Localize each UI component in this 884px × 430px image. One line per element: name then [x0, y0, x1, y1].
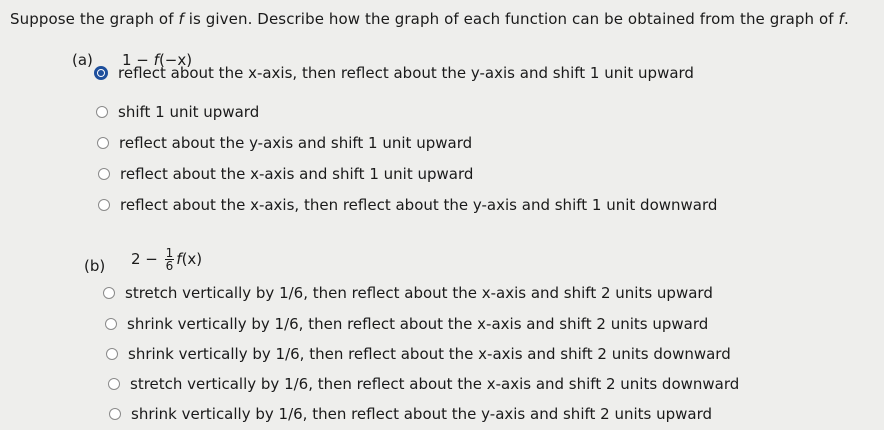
- part-a-option-5-label: reflect about the x-axis, then reflect about the y-axis and shift 1 unit downward: [120, 196, 718, 214]
- part-b-option-1[interactable]: [103, 284, 713, 302]
- radio-icon[interactable]: [106, 348, 118, 360]
- part-a-option-4-label: reflect about the x-axis and shift 1 unit upward: [120, 165, 474, 183]
- part-b-expr-f: f: [176, 250, 182, 268]
- part-b-expr-suffix: (x): [181, 250, 203, 268]
- radio-icon[interactable]: [98, 199, 110, 211]
- part-a-label: (a): [72, 51, 93, 69]
- prompt-text-start: Suppose the graph of: [10, 10, 179, 28]
- part-b-expr-prefix: 2 −: [131, 250, 163, 268]
- part-b-option-1-label: stretch vertically by 1/6, then reflect about the x-axis and shift 2 units upward: [125, 284, 713, 302]
- part-b-fraction: [165, 247, 175, 272]
- part-b-expression: [131, 247, 202, 272]
- radio-icon[interactable]: [108, 378, 120, 390]
- part-b-option-3[interactable]: [106, 345, 731, 363]
- radio-selected-icon[interactable]: [94, 66, 108, 80]
- part-a-option-5[interactable]: [98, 196, 717, 214]
- prompt-text-end: .: [843, 10, 849, 28]
- prompt-function-f: f: [178, 10, 184, 28]
- radio-icon[interactable]: [105, 318, 117, 330]
- part-a-expr-suffix: (−x): [158, 51, 193, 69]
- part-b-label: (b): [84, 257, 106, 275]
- part-a-option-2[interactable]: [96, 103, 259, 121]
- part-a-option-3-label: reflect about the y-axis and shift 1 unit upward: [119, 134, 473, 152]
- question-prompt: [10, 10, 849, 28]
- part-b-option-2[interactable]: [105, 315, 708, 333]
- radio-icon[interactable]: [96, 106, 108, 118]
- part-a-option-2-label: shift 1 unit upward: [118, 103, 260, 121]
- part-a-option-3[interactable]: [97, 134, 472, 152]
- part-b-option-4-label: stretch vertically by 1/6, then reflect about the x-axis and shift 2 units downward: [130, 375, 740, 393]
- radio-icon[interactable]: [109, 408, 121, 420]
- radio-icon[interactable]: [103, 287, 115, 299]
- radio-icon[interactable]: [97, 137, 109, 149]
- part-a-option-1[interactable]: [94, 64, 694, 82]
- part-a-expr-prefix: 1 −: [122, 51, 154, 69]
- prompt-function-f-end: f: [838, 10, 844, 28]
- part-a-option-1-label: reflect about the x-axis, then reflect about the y-axis and shift 1 unit upward: [118, 64, 694, 82]
- part-b-option-5-label: shrink vertically by 1/6, then reflect about the y-axis and shift 2 units upward: [131, 405, 713, 423]
- fraction-numerator: 1: [165, 246, 174, 260]
- part-a-option-4[interactable]: [98, 165, 473, 183]
- radio-icon[interactable]: [98, 168, 110, 180]
- fraction-denominator: 6: [165, 259, 174, 273]
- prompt-text-middle: is given. Describe how the graph of each function can be obtained from the graph of: [183, 10, 839, 28]
- part-b-option-4[interactable]: [108, 375, 739, 393]
- part-b-option-5[interactable]: [109, 405, 712, 423]
- part-b-option-2-label: shrink vertically by 1/6, then reflect about the x-axis and shift 2 units upward: [127, 315, 709, 333]
- part-a-expr-f: f: [153, 51, 159, 69]
- part-b-option-3-label: shrink vertically by 1/6, then reflect about the x-axis and shift 2 units downward: [128, 345, 731, 363]
